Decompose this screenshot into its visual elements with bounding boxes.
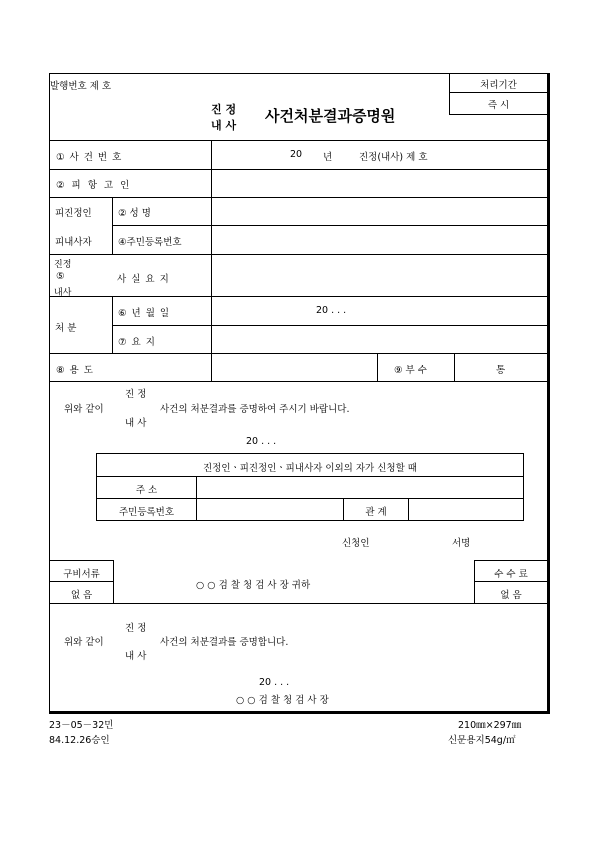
issue-number: 발행번호 제 호 — [50, 81, 112, 92]
request-small-jinjeong: 진 정 — [125, 389, 147, 400]
facts-small-jinjeong: 진정 — [54, 260, 72, 270]
facts-label: 사 실 요 지 — [117, 274, 170, 285]
resident-id-label: ④주민등록번호 — [118, 237, 182, 248]
name-label: ② 성 명 — [118, 208, 151, 219]
addressee-text: ○ ○ 검 찰 청 검 사 장 귀하 — [196, 580, 311, 591]
disposition-summary-label: ⑦ 요 지 — [118, 337, 156, 348]
third-party-title: 진정인ㆍ피진정인ㆍ피내사자 이외의 자가 신청할 때 — [203, 463, 417, 474]
cert-body: 사건의 처분결과를 증명합니다. — [160, 637, 289, 648]
cert-small-naesa: 내 사 — [125, 651, 147, 662]
fee-value: 없 음 — [500, 590, 522, 601]
paper-type: 신문용지54g/㎡ — [448, 735, 516, 746]
case-number-value: 진정(내사) 제 호 — [359, 152, 428, 163]
suspect-group-label: 피내사자 — [55, 237, 92, 248]
case-number-year-unit: 년 — [323, 152, 333, 163]
request-small-naesa: 내 사 — [125, 418, 147, 429]
respondent-label: ② 피 항 고 인 — [56, 180, 132, 191]
disposition-date-label: ⑥ 년 월 일 — [118, 308, 171, 319]
approval-date: 84.12.26승인 — [49, 735, 110, 746]
disposition-date-value: 20 . . . — [316, 305, 347, 316]
fee-label: 수 수 료 — [494, 569, 528, 580]
page-title: 사건처분결과증명원 — [265, 107, 396, 125]
relation-label: 관 계 — [365, 507, 387, 518]
cert-prefix: 위와 같이 — [64, 637, 104, 648]
title-small-naesa: 내 사 — [211, 119, 237, 132]
copies-label: ⑨ 부 수 — [394, 365, 427, 376]
processing-period-value: 즉 시 — [487, 100, 510, 111]
title-small-jinjeong: 진 정 — [211, 103, 237, 116]
signature-label: 서명 — [452, 538, 471, 549]
required-docs-label: 구비서류 — [63, 569, 100, 580]
case-number-label: ① 사 건 번 호 — [56, 152, 123, 163]
cert-small-jinjeong: 진 정 — [125, 623, 147, 634]
cert-date: 20 . . . — [259, 677, 290, 688]
third-party-id-label: 주민등록번호 — [118, 507, 175, 518]
processing-period-label: 처리기간 — [480, 80, 517, 91]
form-code: 23－05－32민 — [49, 720, 114, 731]
purpose-label: ⑧ 용 도 — [56, 365, 94, 376]
copies-unit: 통 — [496, 365, 506, 376]
facts-small-naesa: 내사 — [54, 288, 72, 298]
accused-group-label: 피진정인 — [55, 208, 92, 219]
paper-size: 210㎜×297㎜ — [458, 720, 522, 731]
applicant-label: 신청인 — [342, 538, 370, 549]
facts-number: ⑤ — [56, 271, 65, 282]
request-prefix: 위와 같이 — [64, 404, 104, 415]
request-body: 사건의 처분결과를 증명하여 주시기 바랍니다. — [160, 404, 350, 415]
disposition-group-label: 처 분 — [55, 323, 77, 334]
address-label: 주 소 — [135, 485, 158, 496]
case-number-year: 20 — [290, 149, 303, 160]
required-docs-value: 없 음 — [70, 590, 93, 601]
request-date: 20 . . . — [246, 436, 277, 447]
cert-issuer: ○ ○ 검 찰 청 검 사 장 — [236, 695, 329, 706]
